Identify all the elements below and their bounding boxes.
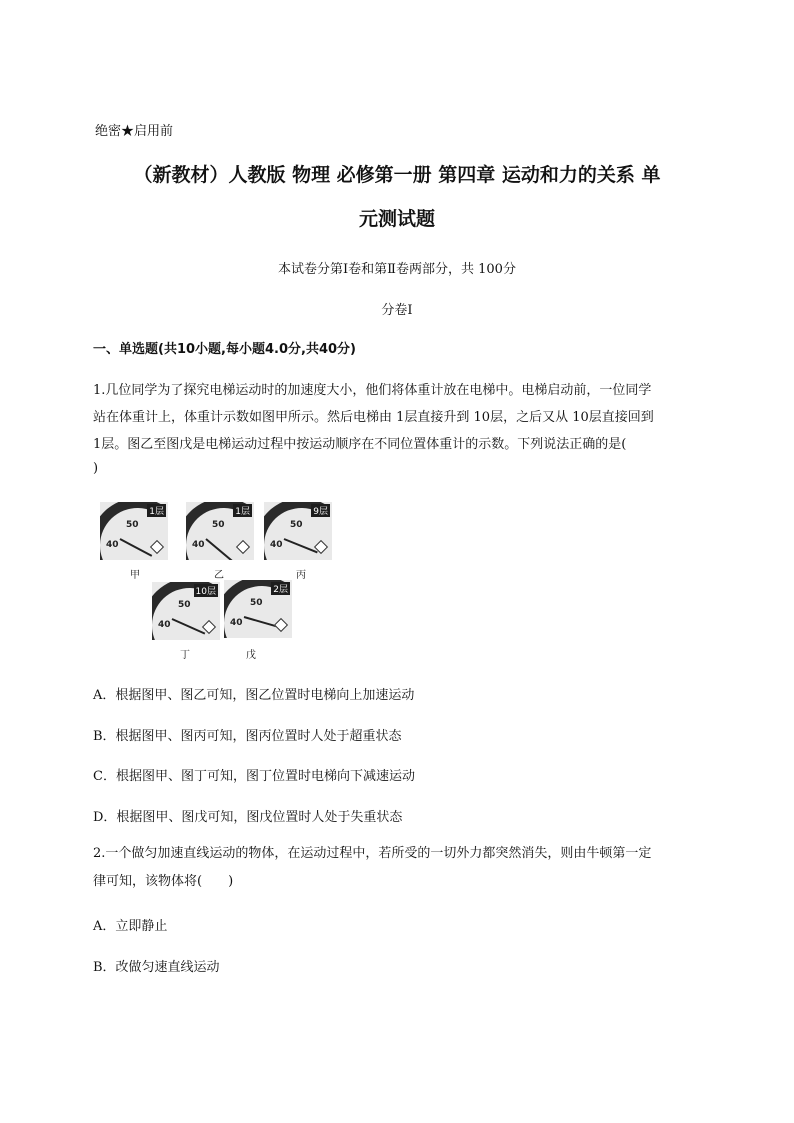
scale-mark-40: 40 — [230, 618, 243, 628]
scale-mark-40: 40 — [106, 540, 119, 550]
exam-intro: 本试卷分第Ⅰ卷和第Ⅱ卷两部分，共 100分 — [278, 262, 516, 277]
scale-mark-50: 50 — [250, 598, 263, 608]
scale-dial — [264, 502, 332, 560]
scale-mark-40: 40 — [192, 540, 205, 550]
q2-stem-line-2: 律可知，该物体将( ) — [93, 874, 234, 889]
scale-mark-40: 40 — [270, 540, 283, 550]
q1-option-a[interactable]: A．根据图甲、图乙可知，图乙位置时电梯向上加速运动 — [93, 688, 415, 703]
q1-stem-line-4: ) — [93, 461, 99, 476]
scale-dial — [186, 502, 254, 560]
exam-title-line-1: （新教材）人教版 物理 必修第一册 第四章 运动和力的关系 单 — [133, 164, 661, 186]
confidential-label: 绝密★启用前 — [95, 124, 174, 139]
scale-mark-40: 40 — [158, 620, 171, 630]
q2-option-b[interactable]: B．改做匀速直线运动 — [93, 960, 220, 975]
scale-dial — [224, 580, 292, 638]
scale-mark-50: 50 — [126, 520, 139, 530]
floor-badge: 9层 — [311, 504, 330, 517]
scale-mark-50: 50 — [212, 520, 225, 530]
dial-caption: 戊 — [246, 650, 256, 661]
q1-option-c[interactable]: C．根据图甲、图丁可知，图丁位置时电梯向下减速运动 — [93, 769, 415, 784]
scale-mark-50: 50 — [178, 600, 191, 610]
exam-title-line-2: 元测试题 — [358, 208, 435, 230]
q1-stem-line-2: 站在体重计上，体重计示数如图甲所示。然后电梯由 1层直接升到 10层，之后又从 10层直接回到 — [93, 410, 654, 425]
dial-caption: 丁 — [180, 650, 190, 661]
dial-caption: 乙 — [214, 570, 224, 581]
floor-badge: 1层 — [147, 504, 166, 517]
part-label: 分卷I — [381, 303, 413, 318]
scale-dial — [152, 582, 220, 640]
floor-badge: 1层 — [233, 504, 252, 517]
floor-badge: 2层 — [271, 582, 290, 595]
section-heading: 一、单选题(共10小题,每小题4.0分,共40分) — [93, 342, 356, 357]
q1-option-b[interactable]: B．根据图甲、图丙可知，图丙位置时人处于超重状态 — [93, 729, 402, 744]
dial-caption: 丙 — [296, 570, 306, 581]
q1-stem-line-3: 1层。图乙至图戊是电梯运动过程中按运动顺序在不同位置体重计的示数。下列说法正确的是( — [93, 437, 627, 452]
scale-mark-50: 50 — [290, 520, 303, 530]
q1-option-d[interactable]: D．根据图甲、图戊可知，图戊位置时人处于失重状态 — [93, 810, 403, 825]
scale-dial — [100, 502, 168, 560]
floor-badge: 10层 — [194, 584, 218, 597]
q2-option-a[interactable]: A．立即静止 — [93, 919, 168, 934]
scale-readings-figure — [96, 500, 336, 665]
q1-stem-line-1: 1.几位同学为了探究电梯运动时的加速度大小，他们将体重计放在电梯中。电梯启动前，一位同学 — [93, 383, 652, 398]
dial-caption: 甲 — [130, 570, 140, 581]
q2-stem-line-1: 2.一个做匀加速直线运动的物体，在运动过程中，若所受的一切外力都突然消失，则由牛顿第一定 — [93, 846, 652, 861]
